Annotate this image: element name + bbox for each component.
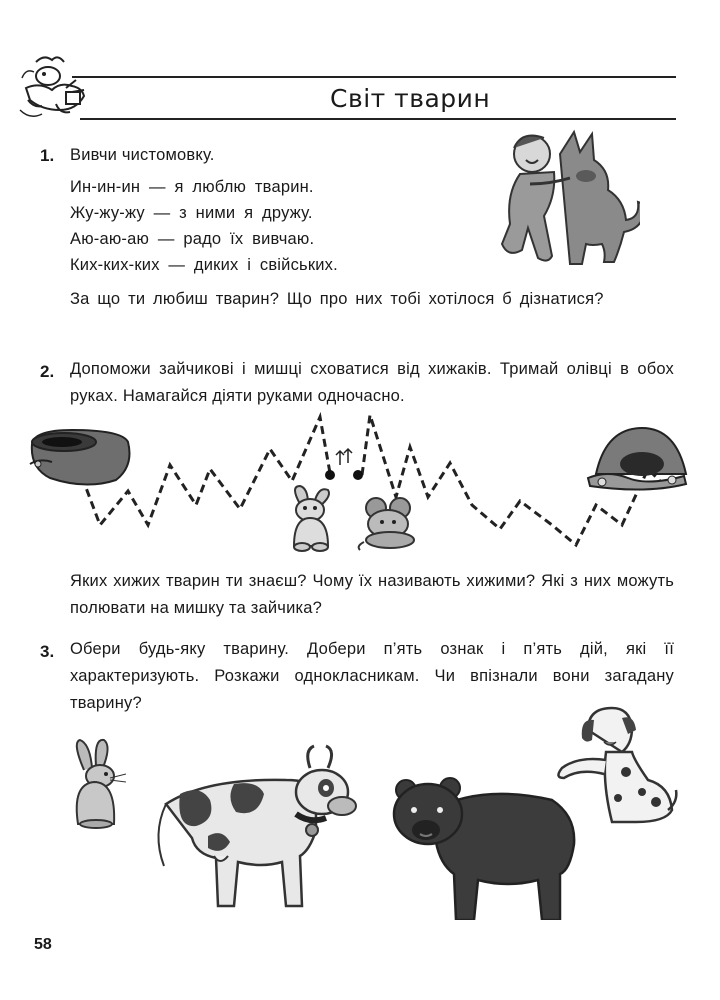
poem-line: Ких-ких-ких — диких і свійських. [70,256,338,274]
poem-line: Аю-аю-аю — радо їх вивчаю. [70,230,315,248]
poem [70,174,338,278]
mouse-icon [356,496,422,552]
poem-line: Жу-жу-жу — з ними я дружу. [70,204,313,222]
task-2-question: Яких хижих тварин ти знаєш? Чому їх називають хижими? Які з них можуть полювати на мишку та зайчика? [70,572,674,617]
task-2-instruction: Допоможи зайчикові і мишці сховатися від хижаків. Тримай олівці в обох руках. Намагайся діяти руками одночасно. [70,360,674,405]
mole-hill-burrow-icon [586,422,688,492]
log-burrow-icon [24,420,136,488]
header-line-bottom [80,118,676,120]
rabbit-icon [284,484,340,554]
dalmatian-icon [548,702,680,830]
poem-line: Ин-ин-ин — я люблю тварин. [70,178,314,196]
task-1-question: За що ти любиш тварин? Що про них тобі хотілося б дізнатися? [70,290,604,308]
page-number: 58 [34,936,52,953]
mascot-icon [16,48,96,124]
task-3-number: 3. [40,642,55,661]
boy-hugging-dog-icon [490,124,640,276]
task-1-instruction: Вивчи чистомовку. [70,146,215,164]
task-3-instruction: Обери будь-яку тварину. Добери п’ять ознак і п’ять дій, які її характеризують. Розкажи однокласникам. Чи впізнали вони загадану тварину? [70,640,674,712]
task-1-number: 1. [40,146,55,165]
header-line-top [72,76,676,78]
rabbit-icon [66,736,132,830]
cow-icon [150,744,362,920]
task-2-number: 2. [40,362,55,381]
page-title: Світ тварин [330,84,491,113]
